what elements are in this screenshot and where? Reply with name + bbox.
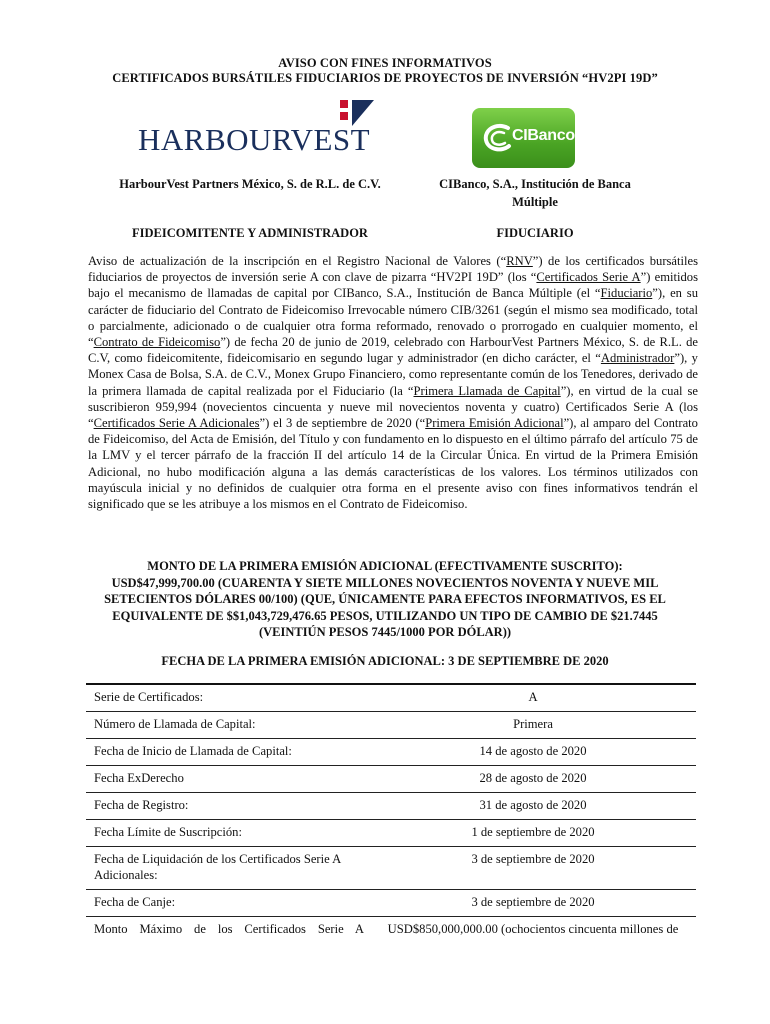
row-value: 31 de agosto de 2020 [370,793,696,820]
row-label: Fecha ExDerecho [86,766,370,793]
term-certificados-adicionales: Certificados Serie A Adicionales [93,416,260,431]
issuance-amount-block [80,558,690,641]
term-primera-emision: Primera Emisión Adicional [425,416,564,431]
amount-line: USD$47,999,700.00 (CUARENTA Y SIETE MILLONES NOVECIENTOS NOVENTA Y NUEVE MIL [111,575,659,590]
cibanco-logo [472,108,575,168]
amount-line: SETECIENTOS DÓLARES 00/100) (QUE, ÚNICAMENTE PARA EFECTOS INFORMATIVOS, ES EL [104,592,666,606]
table-row [86,793,696,820]
row-value: 28 de agosto de 2020 [370,766,696,793]
table-row [86,712,696,739]
terms-table [86,683,696,943]
row-value: Primera [370,712,696,739]
fiduciario-role: FIDUCIARIO [496,226,574,240]
fiduciario-name: CIBanco, S.A., Institución de Banca Múltiple [439,177,631,209]
row-label: Monto Máximo de los Certificados Serie A [86,917,370,944]
notice-subtitle: CERTIFICADOS BURSÁTILES FIDUCIARIOS DE PROYECTOS DE INVERSIÓN “HV2PI 19D” [112,71,658,85]
harbourvest-logo-text: HARBOURVEST [138,122,371,157]
cibanco-swirl-icon [482,122,512,154]
row-value: A [370,684,696,712]
fideicomitente-name: HarbourVest Partners México, S. de R.L. de C.V. [119,177,381,191]
row-label: Fecha Límite de Suscripción: [86,820,370,847]
table-row [86,917,696,944]
row-label: Fecha de Liquidación de los Certificados Serie A Adicionales: [86,847,370,890]
notice-title: AVISO CON FINES INFORMATIVOS [278,56,492,70]
row-value: 14 de agosto de 2020 [370,739,696,766]
row-value: 3 de septiembre de 2020 [370,890,696,917]
term-administrador: Administrador [600,351,675,366]
harbourvest-logo [138,100,378,157]
table-row [86,847,696,890]
notice-body-paragraph: Aviso de actualización de la inscripción en el Registro Nacional de Valores (“RNV”) de los certificados bursátiles fiduciarios de proyectos de inversión serie A con clave de pizarra “HV2PI 19D” (los “Certificados Serie A”) emitidos bajo el mecanismo de llamadas de capital por CIBanco, S.A., Institución de Banca Múltiple (el “Fiduciario”), en su carácter de fiduciario del Contrato de Fideicomiso Irrevocable número CIB/3261 (según el mismo sea modificado, total o parcialmente, adicionado o de cualquier otra forma reformado, renovado o prorrogado en cualquier momento, el “Contrato de Fideicomiso”) de fecha 20 de junio de 2019, celebrado con HarbourVest Partners México, S. de R.L. de C.V, como fideicomitente, fideicomisario en segundo lugar y administrador (en dicho carácter, el “Administrador”), y Monex Casa de Bolsa, S.A. de C.V., Monex Grupo Financiero, como representante común de los Tenedores, derivado de la primera llamada de capital realizada por el Fiduciario (la “Primera Llamada de Capital”), en virtud de la cual se suscribieron 959,994 (novecientos cincuenta y nueve mil novecientos noventa y cuatro) Certificados Serie A (los “Certificados Serie A Adicionales”) el 3 de septiembre de 2020 (“Primera Emisión Adicional”), al amparo del Contrato de Fideicomiso, del Acta de Emisión, del Título y con fundamento en lo dispuesto en el último párrafo del artículo 75 de la LMV y el tercer párrafo de la fracción II del artículo 14 de la Circular Única. En virtud de la Primera Emisión Adicional, no hubo modificación alguna a las demás características de los valores. Los términos utilizados con mayúscula inicial y no definidos de cualquier otra forma en el presente aviso con fines informativos tendrán el significado que se les atribuye a los mismos en el Contrato de Fideicomiso. [88,254,699,512]
table-row [86,739,696,766]
table-row [86,684,696,712]
row-label: Serie de Certificados: [86,684,370,712]
issuance-date-heading: FECHA DE LA PRIMERA EMISIÓN ADICIONAL: 3 DE SEPTIEMBRE DE 2020 [161,654,609,668]
amount-heading: MONTO DE LA PRIMERA EMISIÓN ADICIONAL (EFECTIVAMENTE SUSCRITO): [147,559,623,573]
row-value: 3 de septiembre de 2020 [370,847,696,890]
table-row [86,820,696,847]
cibanco-logo-text: CIBanco [512,127,575,144]
amount-line: (VEINTIÚN PESOS 7445/1000 POR DÓLAR)) [258,625,512,639]
term-fiduciario: Fiduciario [600,286,653,301]
row-value: 1 de septiembre de 2020 [370,820,696,847]
term-rnv: RNV [506,254,533,268]
term-contrato-fideicomiso: Contrato de Fideicomiso [93,335,221,350]
term-certificados-serie-a: Certificados Serie A [536,270,641,285]
row-value: USD$850,000,000.00 (ochocientos cincuenta millones de [370,917,696,944]
table-row [86,890,696,917]
harbourvest-mark-icon [340,100,374,126]
row-label: Fecha de Registro: [86,793,370,820]
row-label: Número de Llamada de Capital: [86,712,370,739]
row-label: Fecha de Inicio de Llamada de Capital: [86,739,370,766]
table-row [86,766,696,793]
fideicomitente-role: FIDEICOMITENTE Y ADMINISTRADOR [132,226,368,240]
term-primera-llamada: Primera Llamada de Capital [413,383,561,398]
row-label: Fecha de Canje: [86,890,370,917]
amount-line: EQUIVALENTE DE $$1,043,729,476.65 PESOS, UTILIZANDO UN TIPO DE CAMBIO DE $21.7445 [112,608,658,623]
